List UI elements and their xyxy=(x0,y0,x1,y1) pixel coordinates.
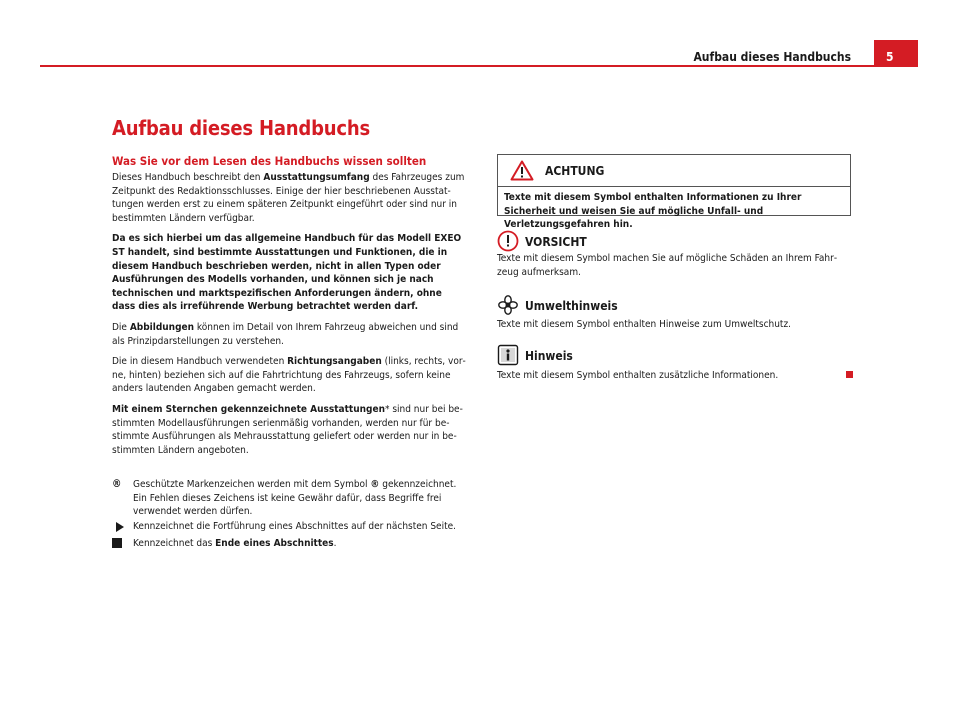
section-subtitle: Was Sie vor dem Lesen des Handbuchs wissen sollten xyxy=(112,154,427,168)
warning-text: Texte mit diesem Symbol enthalten Informationen zu Ihrer Sicherheit und weisen Sie auf mögliche Unfall- und Verletzungsgefahren hin. xyxy=(504,192,802,231)
legend-text xyxy=(133,537,468,551)
text-run: (links, rechts, vorne, hinten) beziehen sich auf die Fahrtrichtung des Fahrzeugs, sofern keine anders lautenden Angaben gemacht werden. xyxy=(112,356,466,395)
info-text: Texte mit diesem Symbol enthalten zusätzliche Informationen. xyxy=(497,370,779,381)
warning-triangle-icon xyxy=(510,160,534,181)
body-text-left xyxy=(112,171,468,464)
text-run: Kennzeichnet das xyxy=(133,538,216,549)
text-run: können im Detail von Ihrem Fahrzeug abweichen und sind als Prinzipdarstellungen zu verstehen. xyxy=(112,321,459,347)
legend-registered xyxy=(112,478,468,520)
info-label: Hinweis xyxy=(525,349,573,363)
term-ende: Ende eines Abschnittes xyxy=(215,538,334,549)
text-run: Dieses Handbuch beschreibt den xyxy=(112,172,264,183)
text-run: . xyxy=(333,538,337,549)
paragraph-directions xyxy=(112,355,468,396)
environment-label: Umwelthinweis xyxy=(525,299,618,313)
legend-text xyxy=(133,478,468,519)
text-run: Die xyxy=(112,321,130,333)
paragraph-scope xyxy=(112,171,468,225)
legend-text: Kennzeichnet die Fortführung eines Abschnittes auf der nächsten Seite. xyxy=(133,521,457,532)
end-square-icon xyxy=(112,538,122,548)
page-number: 5 xyxy=(886,50,894,64)
warning-header xyxy=(498,155,850,187)
warning-label: ACHTUNG xyxy=(545,164,605,178)
registered-inline-icon: ® xyxy=(370,479,380,490)
paragraph-general-manual: Da es sich hierbei um das allgemeine Handbuch für das Modell EXEO ST handelt, sind bestimmte Ausstattungen und Funktionen, die in diesem Handbuch beschrieben werden, nicht in allen Typen oder Ausführungen des Modells vorhanden, und können sich je nach technischen und marktspezifischen Anforderungen ändern, ohne dass dies als irreführende Werbung betrachtet werden darf. xyxy=(112,233,462,313)
registered-icon: ® xyxy=(112,478,122,490)
caution-circle-icon xyxy=(497,230,519,252)
term-richtungsangaben: Richtungsangaben xyxy=(287,356,382,368)
text-run: Die in diesem Handbuch verwendeten xyxy=(112,356,288,368)
paragraph-asterisk xyxy=(112,403,468,457)
caution-label: VORSICHT xyxy=(525,235,587,249)
flower-icon xyxy=(497,294,519,316)
paragraph-illustrations xyxy=(112,321,468,348)
environment-text: Texte mit diesem Symbol enthalten Hinweise zum Umweltschutz. xyxy=(497,319,792,330)
legend-continue xyxy=(112,520,468,534)
text-run: des Fahrzeuges zum Zeitpunkt des Redaktionsschlusses. Einige der hier beschriebenen Ausstattungen werden erst zu einem späteren Zeitpunkt eingeführt oder sind nur in bestimmten Ländern verfügbar. xyxy=(112,172,465,224)
page-title: Aufbau dieses Handbuchs xyxy=(112,116,370,140)
term-ausstattungsumfang: Ausstattungsumfang xyxy=(263,172,370,183)
text-run: gekennzeichnet. Ein Fehlen dieses Zeichens ist keine Gewähr dafür, dass Begriffe frei verwendet werden dürfen. xyxy=(133,479,457,518)
text-run: Geschützte Markenzeichen werden mit dem Symbol xyxy=(133,479,371,490)
running-header: Aufbau dieses Handbuchs xyxy=(693,50,851,64)
term-abbildungen: Abbildungen xyxy=(129,321,195,333)
page-number-box xyxy=(874,40,918,67)
end-of-section-marker xyxy=(846,371,853,378)
info-icon xyxy=(497,344,519,366)
header-rule xyxy=(40,65,918,67)
term-sternchen: Mit einem Sternchen gekennzeichnete Ausstattungen xyxy=(112,403,385,415)
arrow-right-icon xyxy=(113,521,127,533)
caution-text: Texte mit diesem Symbol machen Sie auf mögliche Schäden an Ihrem Fahrzeug aufmerksam. xyxy=(497,253,838,278)
warning-box xyxy=(497,154,851,231)
text-run: * sind nur bei bestimmten Modellausführungen serienmäßig vorhanden, werden nur für bestimmte Ausführungen als Mehrausstattung geliefert oder werden nur in bestimmten Ländern angeboten. xyxy=(112,403,463,456)
legend-end xyxy=(112,537,468,551)
